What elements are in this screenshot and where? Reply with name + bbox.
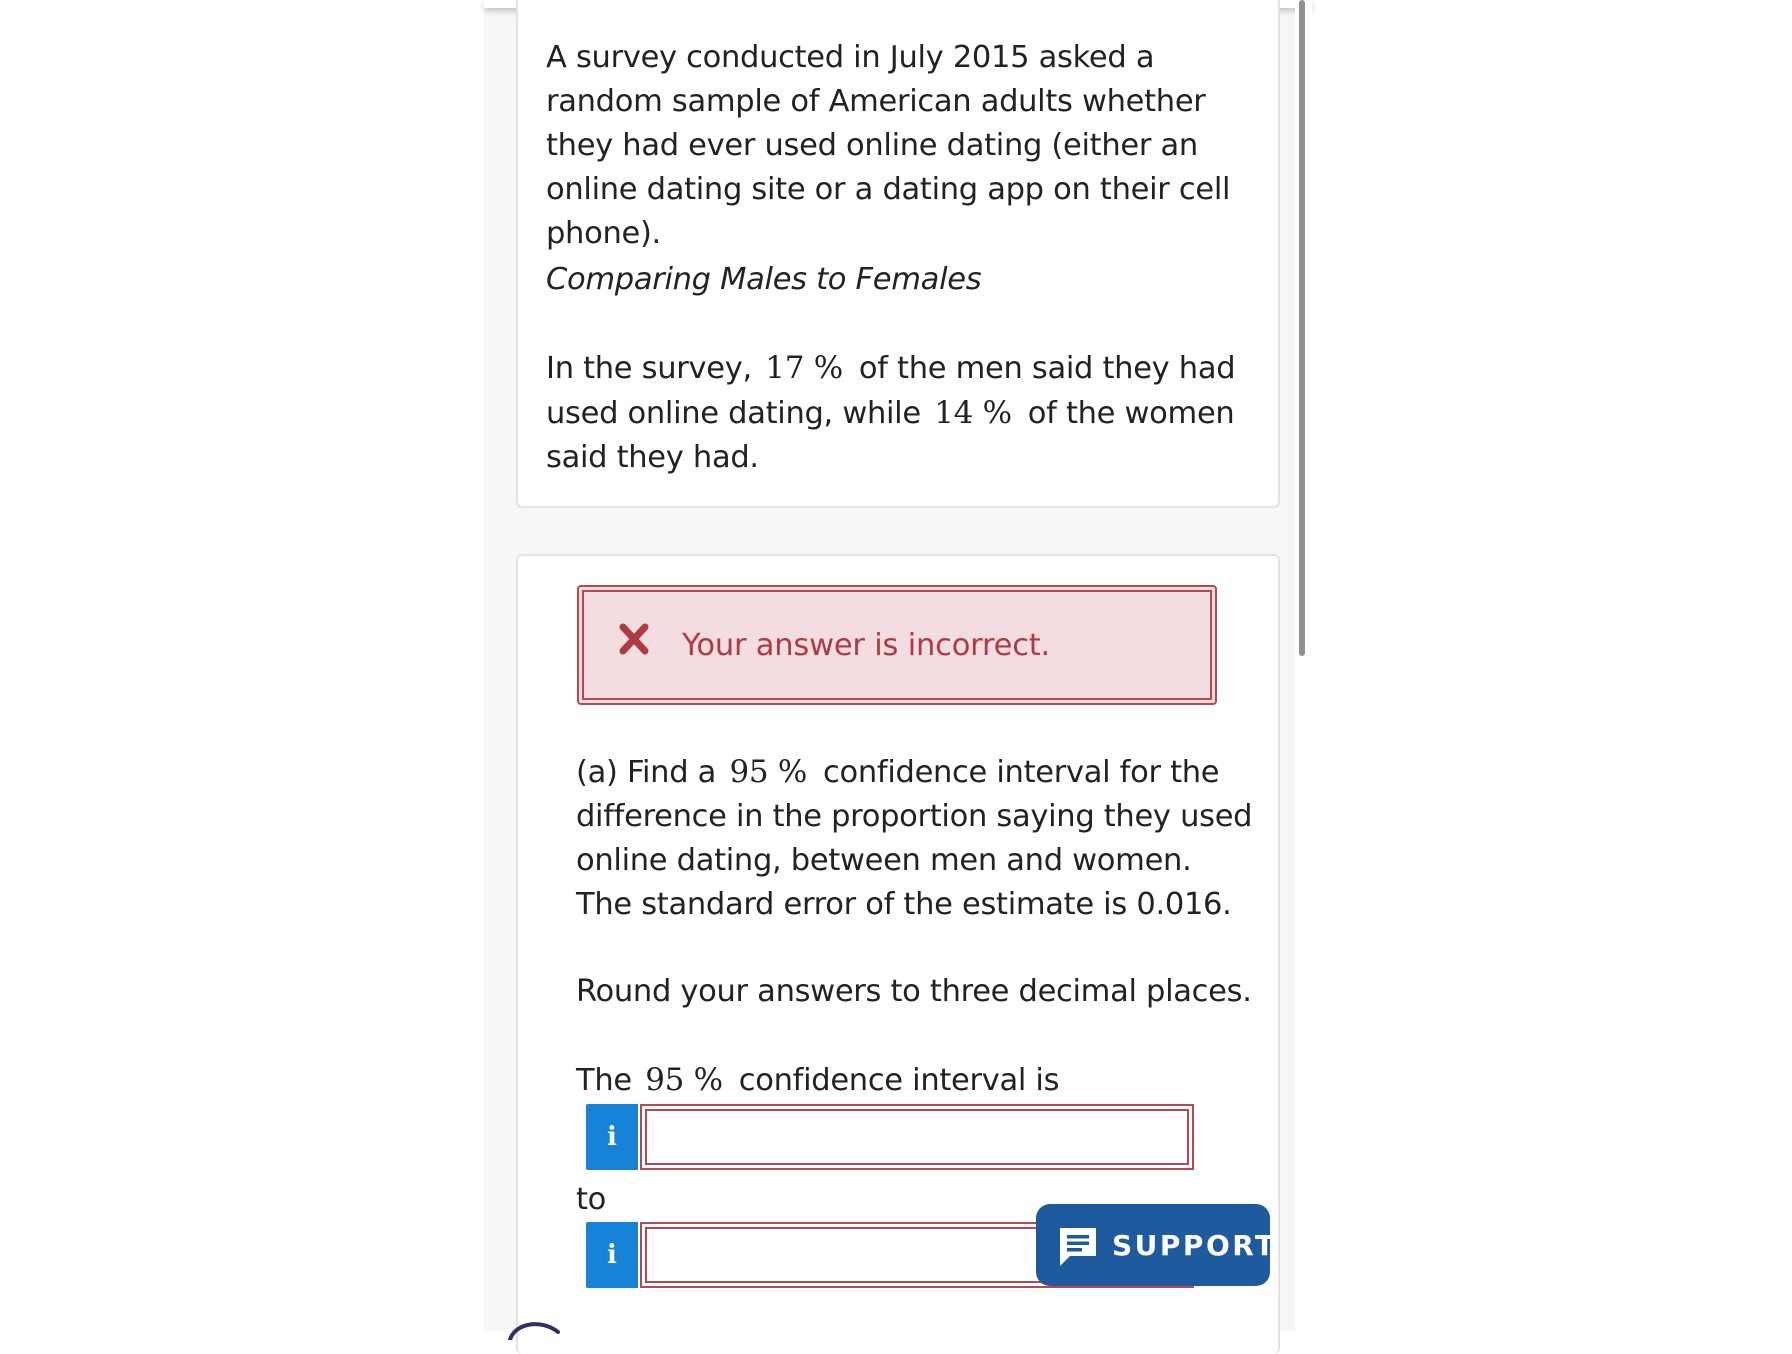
stats-part3: of the women said they had. — [546, 396, 1235, 475]
problem-heading: Comparing Males to Females — [546, 262, 982, 297]
info-button[interactable]: i — [586, 1222, 638, 1288]
ci-prefix: The — [576, 1063, 632, 1098]
to-label: to — [576, 1182, 607, 1217]
close-icon — [618, 622, 650, 656]
ci-label — [576, 1058, 1059, 1103]
question-part2: confidence interval for the difference in the proportion saying they used online dating, between men and women. The standard error of the estimate is 0.016. — [576, 755, 1253, 922]
question-text — [576, 750, 1256, 927]
problem-stats — [546, 346, 1266, 480]
lower-bound-input-field[interactable] — [645, 1109, 1189, 1165]
support-label: SUPPORT — [1112, 1229, 1277, 1262]
support-button[interactable] — [1036, 1204, 1277, 1286]
chat-icon — [1056, 1224, 1100, 1268]
feedback-banner — [577, 585, 1217, 705]
stats-part1: In the survey, — [546, 351, 752, 386]
ci-percentage: 95 % — [645, 1062, 723, 1098]
pen-scribble — [500, 1300, 580, 1340]
round-instruction: Round your answers to three decimal places. — [576, 974, 1252, 1009]
question-part1: (a) Find a — [576, 755, 717, 790]
men-percentage: 17 % — [765, 350, 843, 386]
info-button[interactable]: i — [586, 1104, 638, 1170]
confidence-percentage: 95 % — [729, 754, 808, 790]
women-percentage: 14 % — [934, 395, 1012, 431]
scrollbar-thumb[interactable] — [1299, 0, 1305, 656]
lower-bound-input[interactable] — [640, 1104, 1194, 1170]
feedback-message: Your answer is incorrect. — [682, 628, 1051, 663]
feedback-banner-inner — [582, 590, 1212, 700]
problem-intro: A survey conducted in July 2015 asked a random sample of American adults whether they had ever used online dating (either an online dating site or a dating app on their cell phone). — [546, 40, 1231, 251]
stats-part2: of the men said they had used online dating, while — [546, 351, 1236, 431]
lower-bound-row — [586, 1104, 1194, 1170]
ci-suffix: confidence interval is — [738, 1063, 1060, 1098]
